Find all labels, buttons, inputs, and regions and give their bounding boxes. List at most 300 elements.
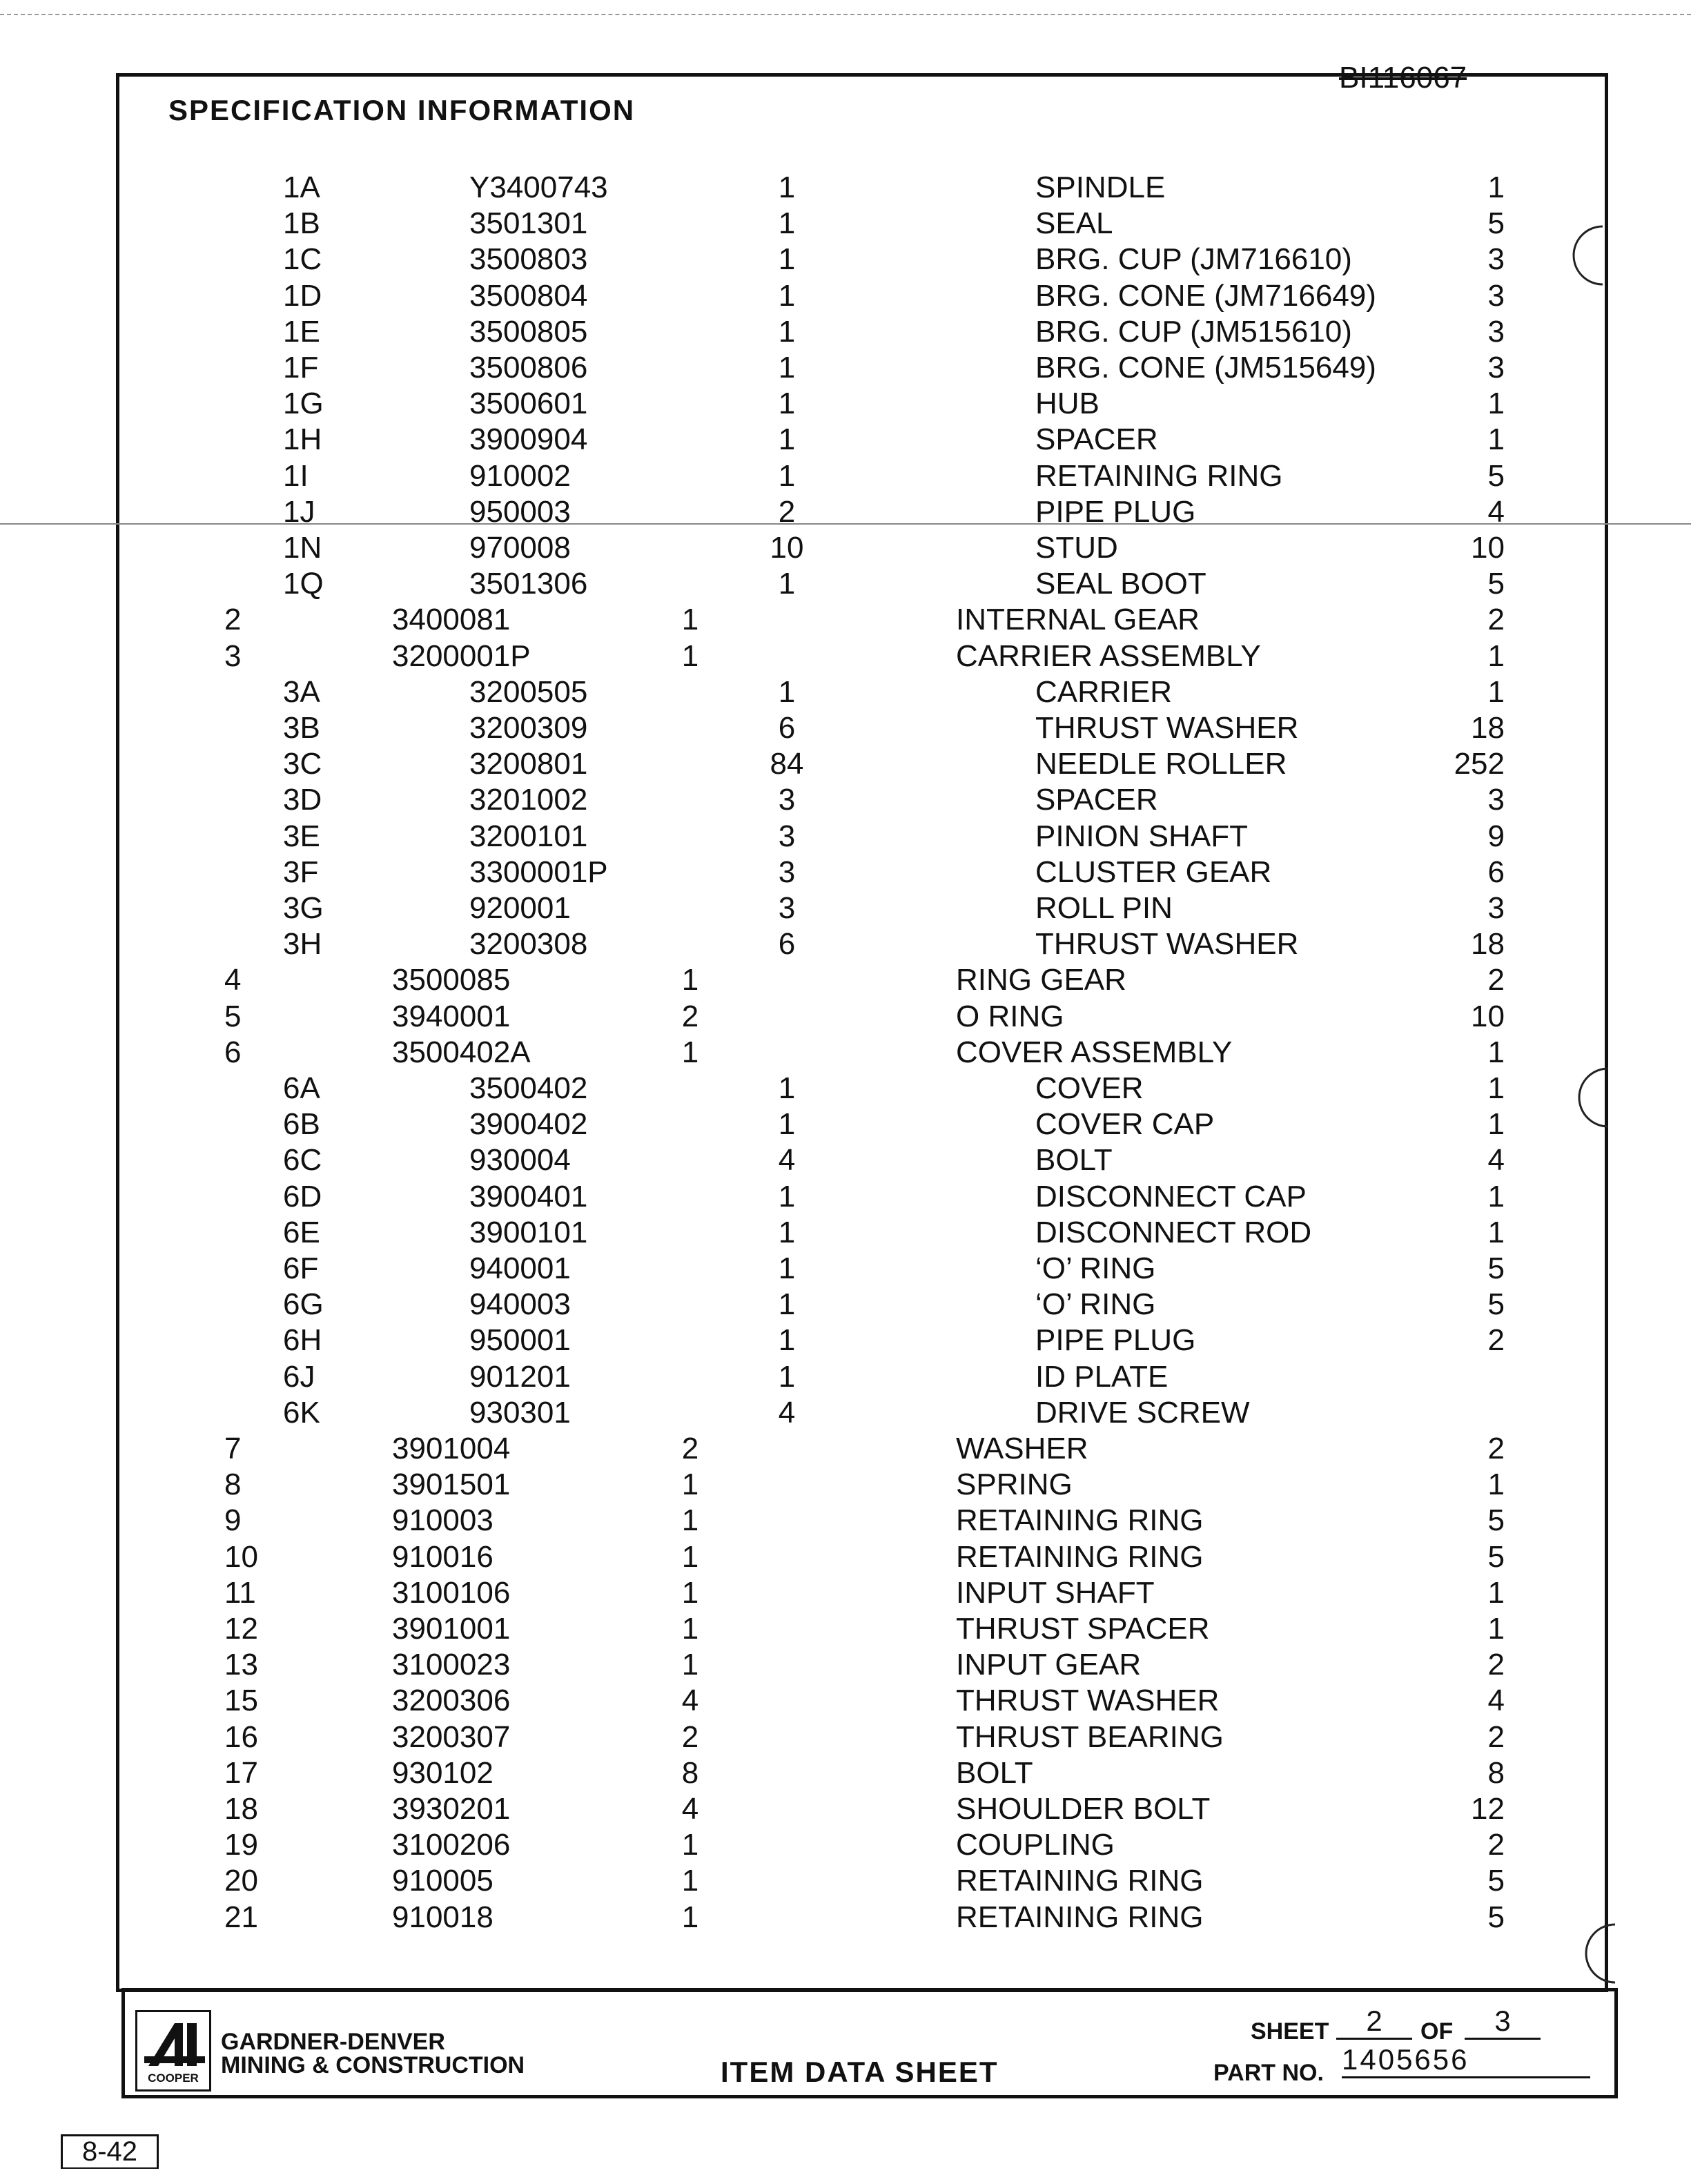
total-quantity: 2: [1487, 1323, 1505, 1357]
part-number: 3901004: [392, 1432, 511, 1465]
table-row: [0, 1900, 1691, 1936]
part-number: 3200308: [469, 927, 588, 961]
part-number: 910016: [392, 1540, 493, 1574]
description: SEAL: [1035, 206, 1113, 240]
total-quantity: 2: [1487, 963, 1505, 997]
table-row: [0, 1287, 1691, 1323]
item-number: 1J: [283, 495, 315, 529]
part-number: 3200309: [469, 711, 588, 745]
quantity: 1: [681, 1900, 699, 1934]
item-number: 1E: [283, 315, 320, 349]
part-number: 940003: [469, 1287, 571, 1321]
sheet-label: SHEET: [1251, 2018, 1329, 2045]
description: RETAINING RING: [956, 1503, 1204, 1537]
table-row: [0, 855, 1691, 890]
part-number: 3501306: [469, 567, 588, 601]
description: PINION SHAFT: [1035, 819, 1249, 853]
total-quantity: 18: [1471, 927, 1505, 961]
table-row: [0, 530, 1691, 566]
quantity: 1: [778, 1323, 796, 1357]
part-number: 3201002: [469, 783, 588, 817]
description: RETAINING RING: [956, 1540, 1204, 1574]
quantity: 2: [681, 1720, 699, 1754]
table-row: [0, 1611, 1691, 1647]
table-row: [0, 962, 1691, 998]
description: DISCONNECT CAP: [1035, 1180, 1307, 1213]
quantity: 1: [778, 351, 796, 384]
part-number: 3200001P: [392, 639, 531, 673]
description: SPACER: [1035, 422, 1158, 456]
part-number: 910002: [469, 459, 571, 493]
total-quantity: 1: [1487, 1107, 1505, 1141]
description: BOLT: [1035, 1143, 1113, 1177]
quantity: 3: [778, 891, 796, 925]
item-number: 3H: [283, 927, 322, 961]
table-row: [0, 674, 1691, 710]
total-quantity: 1: [1487, 1180, 1505, 1213]
total-quantity: 1: [1487, 639, 1505, 673]
item-number: 1N: [283, 531, 322, 565]
quantity: 1: [778, 1107, 796, 1141]
total-quantity: 1: [1487, 1216, 1505, 1249]
item-number: 6F: [283, 1251, 319, 1285]
description: ID PLATE: [1035, 1360, 1169, 1394]
quantity: 2: [681, 1000, 699, 1033]
item-number: 3D: [283, 783, 322, 817]
table-row: [0, 1539, 1691, 1575]
quantity: 1: [681, 963, 699, 997]
part-number: 3100206: [392, 1828, 511, 1862]
description: PIPE PLUG: [1035, 495, 1196, 529]
quantity: 1: [778, 206, 796, 240]
part-number: 3500402: [469, 1071, 588, 1105]
total-quantity: 3: [1487, 279, 1505, 313]
part-number: 3500805: [469, 315, 588, 349]
total-quantity: 2: [1487, 603, 1505, 636]
page-number: 8-42: [61, 2134, 159, 2169]
table-row: [0, 1755, 1691, 1791]
description: THRUST WASHER: [1035, 711, 1299, 745]
table-row: [0, 206, 1691, 242]
part-number: 930301: [469, 1396, 571, 1430]
description: COVER CAP: [1035, 1107, 1215, 1141]
item-number: 7: [224, 1432, 242, 1465]
item-number: 11: [224, 1576, 256, 1610]
quantity: 1: [778, 1180, 796, 1213]
description: SEAL BOOT: [1035, 567, 1206, 601]
part-number: 3500806: [469, 351, 588, 384]
quantity: 1: [681, 1468, 699, 1501]
table-row: [0, 314, 1691, 350]
part-number: 3500601: [469, 387, 588, 420]
part-number: 3501301: [469, 206, 588, 240]
quantity: 1: [778, 675, 796, 709]
description: COUPLING: [956, 1828, 1115, 1862]
total-quantity: 9: [1487, 819, 1505, 853]
table-row: [0, 638, 1691, 674]
quantity: 1: [681, 1540, 699, 1574]
punch-hole-mark: [1574, 1063, 1615, 1132]
part-number: 3940001: [392, 1000, 511, 1033]
quantity: 1: [778, 170, 796, 204]
table-row: [0, 242, 1691, 277]
quantity: 1: [778, 315, 796, 349]
table-row: [0, 350, 1691, 386]
total-quantity: 2: [1487, 1720, 1505, 1754]
table-row: [0, 1106, 1691, 1142]
table-row: [0, 1215, 1691, 1251]
scan-top-edge: [0, 14, 1691, 15]
part-number: 920001: [469, 891, 571, 925]
total-quantity: 1: [1487, 1468, 1505, 1501]
total-quantity: 5: [1487, 1540, 1505, 1574]
table-row: [0, 746, 1691, 782]
total-quantity: 2: [1487, 1648, 1505, 1681]
table-row: [0, 422, 1691, 458]
quantity: 4: [681, 1684, 699, 1717]
total-quantity: 6: [1487, 855, 1505, 889]
total-quantity: 3: [1487, 242, 1505, 276]
description: RING GEAR: [956, 963, 1126, 997]
part-number: 3500804: [469, 279, 588, 313]
description: SHOULDER BOLT: [956, 1792, 1211, 1826]
description: RETAINING RING: [1035, 459, 1283, 493]
part-number: 3100023: [392, 1648, 511, 1681]
table-row: [0, 458, 1691, 494]
part-number: 940001: [469, 1251, 571, 1285]
description: BRG. CUP (JM716610): [1035, 242, 1352, 276]
part-number: 3930201: [392, 1792, 511, 1826]
total-quantity: 1: [1487, 1071, 1505, 1105]
item-number: 2: [224, 603, 242, 636]
quantity: 2: [681, 1432, 699, 1465]
part-number: 3901001: [392, 1612, 511, 1646]
item-number: 3C: [283, 747, 322, 781]
description: O RING: [956, 1000, 1064, 1033]
total-quantity: 1: [1487, 1035, 1505, 1069]
description: HUB: [1035, 387, 1099, 420]
item-number: 1C: [283, 242, 322, 276]
description: WASHER: [956, 1432, 1088, 1465]
item-number: 6G: [283, 1287, 324, 1321]
total-quantity: 2: [1487, 1828, 1505, 1862]
total-quantity: 8: [1487, 1756, 1505, 1790]
part-number: 3300001P: [469, 855, 608, 889]
quantity: 1: [681, 1828, 699, 1862]
cooper-logo-icon: [143, 2018, 206, 2070]
punch-hole-mark: [1568, 221, 1610, 290]
description: SPINDLE: [1035, 170, 1166, 204]
table-row: [0, 1791, 1691, 1827]
part-number: 3200505: [469, 675, 588, 709]
part-number: 950001: [469, 1323, 571, 1357]
item-number: 1Q: [283, 567, 324, 601]
part-number: 3400081: [392, 603, 511, 636]
company-name-line2: MINING & CONSTRUCTION: [221, 2052, 525, 2078]
document-id: BI116067: [1339, 61, 1467, 95]
description: COVER ASSEMBLY: [956, 1035, 1233, 1069]
item-number: 6J: [283, 1360, 315, 1394]
quantity: 1: [681, 1864, 699, 1898]
quantity: 1: [778, 1071, 796, 1105]
quantity: 1: [681, 1503, 699, 1537]
total-quantity: 2: [1487, 1432, 1505, 1465]
part-number: 3500402A: [392, 1035, 531, 1069]
table-row: [0, 386, 1691, 422]
item-number: 1H: [283, 422, 322, 456]
description: STUD: [1035, 531, 1118, 565]
total-quantity: 4: [1487, 1684, 1505, 1717]
item-number: 6D: [283, 1180, 322, 1213]
company-name-line1: GARDNER-DENVER: [221, 2029, 445, 2055]
table-row: [0, 566, 1691, 602]
part-number: 3100106: [392, 1576, 511, 1610]
total-quantity: 5: [1487, 206, 1505, 240]
item-number: 19: [224, 1828, 258, 1862]
description: PIPE PLUG: [1035, 1323, 1196, 1357]
quantity: 1: [681, 1035, 699, 1069]
item-number: 9: [224, 1503, 242, 1537]
total-quantity: 10: [1471, 531, 1505, 565]
part-number: 3200307: [392, 1720, 511, 1754]
total-quantity: 1: [1487, 675, 1505, 709]
quantity: 3: [778, 783, 796, 817]
table-row: [0, 819, 1691, 855]
description: CARRIER: [1035, 675, 1173, 709]
description: BRG. CONE (JM716649): [1035, 279, 1376, 313]
description: ROLL PIN: [1035, 891, 1173, 925]
quantity: 1: [681, 639, 699, 673]
part-number: 950003: [469, 495, 571, 529]
item-number: 20: [224, 1864, 258, 1898]
total-quantity: 252: [1454, 747, 1505, 781]
table-row: [0, 170, 1691, 206]
total-quantity: 18: [1471, 711, 1505, 745]
description: ‘O’ RING: [1035, 1251, 1156, 1285]
part-number: 901201: [469, 1360, 571, 1394]
quantity: 84: [770, 747, 804, 781]
quantity: 1: [778, 242, 796, 276]
part-number: 3500085: [392, 963, 511, 997]
table-row: [0, 1827, 1691, 1863]
description: INPUT SHAFT: [956, 1576, 1155, 1610]
part-number: 910018: [392, 1900, 493, 1934]
item-number: 18: [224, 1792, 258, 1826]
item-number: 1B: [283, 206, 320, 240]
total-quantity: 5: [1487, 1287, 1505, 1321]
quantity: 4: [778, 1396, 796, 1430]
description: BRG. CONE (JM515649): [1035, 351, 1376, 384]
quantity: 1: [778, 422, 796, 456]
sheet-total: 3: [1465, 2005, 1541, 2040]
total-quantity: 3: [1487, 891, 1505, 925]
total-quantity: 1: [1487, 422, 1505, 456]
quantity: 1: [681, 1576, 699, 1610]
table-row: [0, 890, 1691, 926]
item-number: 8: [224, 1468, 242, 1501]
part-number: 3900401: [469, 1180, 588, 1213]
quantity: 4: [681, 1792, 699, 1826]
part-number: 3200101: [469, 819, 588, 853]
quantity: 1: [778, 279, 796, 313]
quantity: 3: [778, 819, 796, 853]
part-number: 3200306: [392, 1684, 511, 1717]
quantity: 1: [681, 1612, 699, 1646]
item-number: 15: [224, 1684, 258, 1717]
item-number: 3A: [283, 675, 320, 709]
total-quantity: 3: [1487, 315, 1505, 349]
item-number: 6B: [283, 1107, 320, 1141]
table-row: [0, 1142, 1691, 1178]
part-number: 910003: [392, 1503, 493, 1537]
table-row: [0, 1467, 1691, 1503]
item-number: 12: [224, 1612, 258, 1646]
total-quantity: 5: [1487, 1251, 1505, 1285]
quantity: 6: [778, 927, 796, 961]
description: THRUST SPACER: [956, 1612, 1210, 1646]
description: THRUST WASHER: [1035, 927, 1299, 961]
total-quantity: 10: [1471, 1000, 1505, 1033]
item-number: 3G: [283, 891, 324, 925]
table-row: [0, 1719, 1691, 1755]
table-row: [0, 782, 1691, 818]
total-quantity: 12: [1471, 1792, 1505, 1826]
company-logo: [135, 2010, 211, 2092]
quantity: 3: [778, 855, 796, 889]
table-row: [0, 278, 1691, 314]
item-number: 6K: [283, 1396, 320, 1430]
part-number: 3900101: [469, 1216, 588, 1249]
part-number: 930102: [392, 1756, 493, 1790]
total-quantity: 3: [1487, 351, 1505, 384]
table-row: [0, 602, 1691, 638]
total-quantity: 1: [1487, 387, 1505, 420]
description: BOLT: [956, 1756, 1033, 1790]
item-number: 6: [224, 1035, 242, 1069]
part-number: Y3400743: [469, 170, 608, 204]
item-number: 5: [224, 1000, 242, 1033]
table-row: [0, 999, 1691, 1035]
item-number: 3E: [283, 819, 320, 853]
quantity: 1: [778, 1216, 796, 1249]
total-quantity: 4: [1487, 495, 1505, 529]
part-number: 970008: [469, 531, 571, 565]
quantity: 8: [681, 1756, 699, 1790]
quantity: 1: [778, 1360, 796, 1394]
quantity: 1: [778, 387, 796, 420]
total-quantity: 1: [1487, 170, 1505, 204]
total-quantity: 4: [1487, 1143, 1505, 1177]
document-title: ITEM DATA SHEET: [721, 2056, 999, 2088]
description: CLUSTER GEAR: [1035, 855, 1272, 889]
total-quantity: 1: [1487, 1612, 1505, 1646]
quantity: 1: [778, 1251, 796, 1285]
quantity: 1: [778, 459, 796, 493]
table-row: [0, 1575, 1691, 1611]
table-row: [0, 1647, 1691, 1683]
description: COVER: [1035, 1071, 1144, 1105]
part-number-value: 1405656: [1342, 2043, 1590, 2078]
logo-text: COOPER: [148, 2071, 199, 2085]
description: ‘O’ RING: [1035, 1287, 1156, 1321]
part-number: 910005: [392, 1864, 493, 1898]
of-label: OF: [1420, 2018, 1454, 2045]
item-number: 6A: [283, 1071, 320, 1105]
description: RETAINING RING: [956, 1864, 1204, 1898]
item-number: 6C: [283, 1143, 322, 1177]
total-quantity: 3: [1487, 783, 1505, 817]
description: CARRIER ASSEMBLY: [956, 639, 1261, 673]
table-row: [0, 926, 1691, 962]
quantity: 1: [681, 1648, 699, 1681]
table-row: [0, 1431, 1691, 1467]
table-row: [0, 1251, 1691, 1287]
part-number: 3901501: [392, 1468, 511, 1501]
description: DISCONNECT ROD: [1035, 1216, 1312, 1249]
item-number: 6E: [283, 1216, 320, 1249]
total-quantity: 5: [1487, 567, 1505, 601]
quantity: 2: [778, 495, 796, 529]
table-row: [0, 1359, 1691, 1395]
table-row: [0, 1863, 1691, 1899]
table-row: [0, 1503, 1691, 1539]
table-row: [0, 710, 1691, 746]
description: THRUST BEARING: [956, 1720, 1224, 1754]
item-number: 16: [224, 1720, 258, 1754]
table-row: [0, 1071, 1691, 1106]
quantity: 1: [681, 603, 699, 636]
total-quantity: 1: [1487, 1576, 1505, 1610]
description: INTERNAL GEAR: [956, 603, 1200, 636]
description: BRG. CUP (JM515610): [1035, 315, 1352, 349]
quantity: 10: [770, 531, 804, 565]
table-row: [0, 1683, 1691, 1719]
table-row: [0, 1179, 1691, 1215]
description: SPRING: [956, 1468, 1073, 1501]
description: SPACER: [1035, 783, 1158, 817]
table-row: [0, 1035, 1691, 1071]
description: INPUT GEAR: [956, 1648, 1142, 1681]
item-number: 17: [224, 1756, 258, 1790]
description: THRUST WASHER: [956, 1684, 1220, 1717]
part-number: 3500803: [469, 242, 588, 276]
item-number: 13: [224, 1648, 258, 1681]
total-quantity: 5: [1487, 1900, 1505, 1934]
punch-hole-mark: [1581, 1919, 1622, 1988]
table-row: [0, 1395, 1691, 1431]
item-number: 1G: [283, 387, 324, 420]
part-number: 930004: [469, 1143, 571, 1177]
description: RETAINING RING: [956, 1900, 1204, 1934]
item-number: 3F: [283, 855, 319, 889]
item-number: 3B: [283, 711, 320, 745]
quantity: 4: [778, 1143, 796, 1177]
description: DRIVE SCREW: [1035, 1396, 1250, 1430]
item-number: 10: [224, 1540, 258, 1574]
total-quantity: 5: [1487, 1864, 1505, 1898]
part-number: 3200801: [469, 747, 588, 781]
item-number: 1F: [283, 351, 319, 384]
description: NEEDLE ROLLER: [1035, 747, 1287, 781]
item-number: 1A: [283, 170, 320, 204]
total-quantity: 5: [1487, 1503, 1505, 1537]
page-title: SPECIFICATION INFORMATION: [168, 94, 636, 126]
quantity: 1: [778, 1287, 796, 1321]
item-number: 4: [224, 963, 242, 997]
item-number: 1D: [283, 279, 322, 313]
quantity: 6: [778, 711, 796, 745]
sheet-number: 2: [1336, 2005, 1412, 2040]
